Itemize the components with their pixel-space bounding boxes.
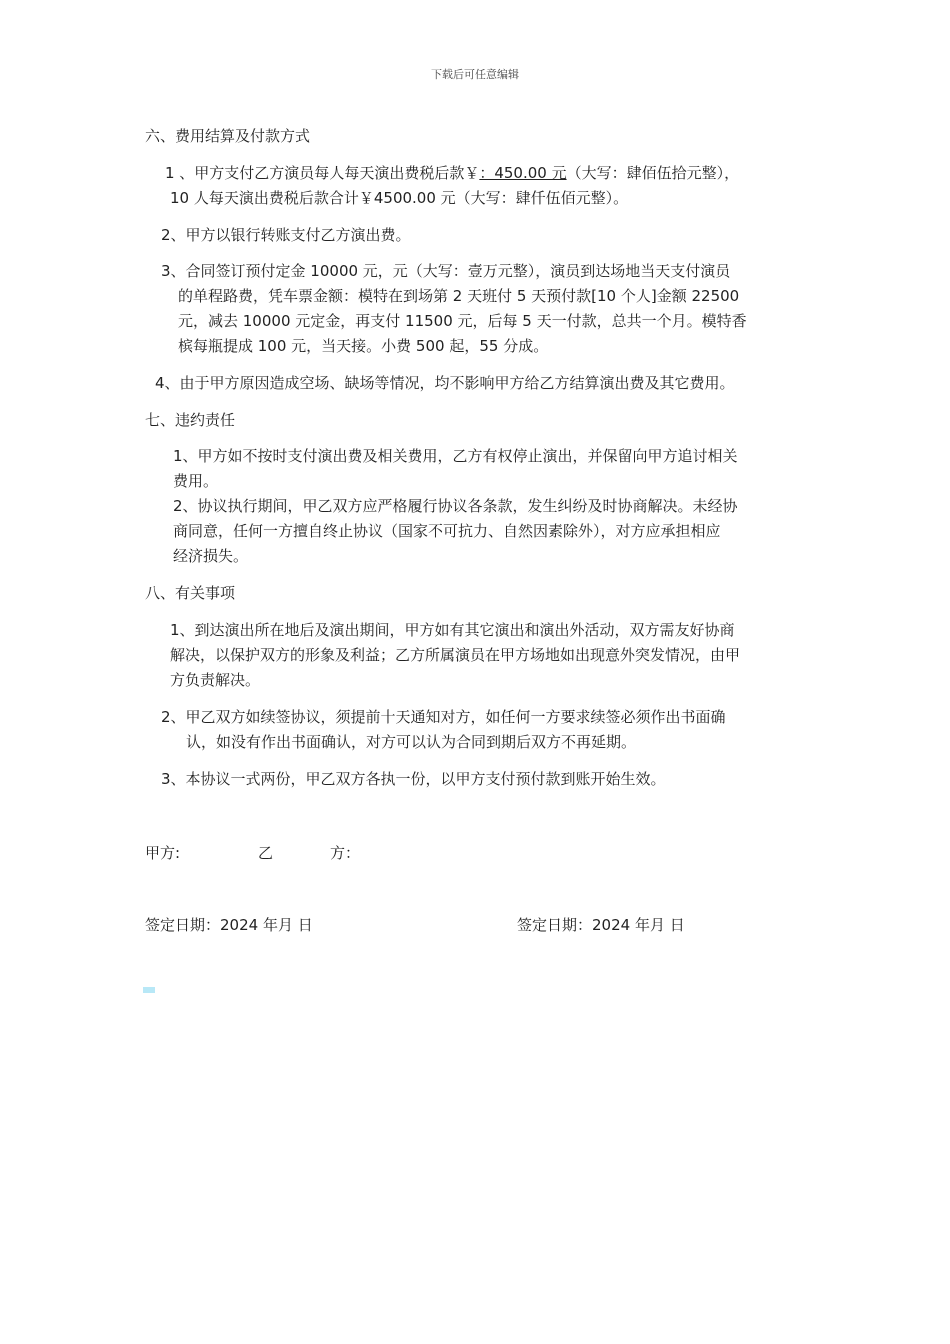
sign-date-b: 签定日期：2024 年月 日 bbox=[517, 916, 685, 934]
section6-item3-line3: 元，减去 10000 元定金，再支付 11500 元，后每 5 天一付款，总共一个月。模特香 bbox=[178, 312, 747, 330]
section7-item2-line2: 商同意，任何一方擅自终止协议（国家不可抗力、自然因素除外），对方应承担相应 bbox=[173, 522, 721, 540]
section6-item1-line1 bbox=[165, 161, 739, 186]
party-a-label: 甲方: bbox=[145, 844, 181, 862]
party-b-label-2: 方： bbox=[330, 844, 361, 862]
item1-suffix: （大写：肆佰伍拾元整）， bbox=[566, 164, 740, 182]
section6-item3-line4: 槟每瓶提成 100 元，当天接。小费 500 起，55 分成。 bbox=[178, 337, 549, 355]
section8-item1-line3: 方负责解决。 bbox=[170, 671, 261, 689]
item1-amount: ：450.00 元 bbox=[479, 164, 567, 182]
highlight-marker bbox=[143, 987, 155, 993]
section8-item2-line2: 认，如没有作出书面确认，对方可以认为合同到期后双方不再延期。 bbox=[186, 733, 637, 751]
item1-prefix: 1 、甲方支付乙方演员每人每天演出费税后款￥ bbox=[165, 164, 480, 182]
section7-item2-line3: 经济损失。 bbox=[173, 547, 249, 565]
section8-item3: 3、本协议一式两份，甲乙双方各执一份，以甲方支付预付款到账开始生效。 bbox=[161, 770, 666, 788]
section8-item1-line2: 解决，以保护双方的形象及利益；乙方所属演员在甲方场地如出现意外突发情况，由甲 bbox=[170, 646, 741, 664]
party-b-label-1: 乙 bbox=[258, 844, 274, 862]
section8-title: 八、有关事项 bbox=[145, 584, 236, 602]
section7-item1-line2: 费用。 bbox=[173, 472, 219, 490]
sign-date-a: 签定日期：2024 年月 日 bbox=[145, 916, 313, 934]
section6-item1-line2: 10 人每天演出费税后款合计￥4500.00 元（大写：肆仟伍佰元整）。 bbox=[170, 189, 629, 207]
section6-item4: 4、由于甲方原因造成空场、缺场等情况，均不影响甲方给乙方结算演出费及其它费用。 bbox=[155, 374, 735, 392]
section7-item1-line1: 1、甲方如不按时支付演出费及相关费用，乙方有权停止演出，并保留向甲方追讨相关 bbox=[173, 447, 738, 465]
section8-item1-line1: 1、到达演出所在地后及演出期间，甲方如有其它演出和演出外活动，双方需友好协商 bbox=[170, 621, 735, 639]
section7-title: 七、违约责任 bbox=[145, 411, 236, 429]
section6-item2: 2、甲方以银行转账支付乙方演出费。 bbox=[161, 226, 411, 244]
section6-item3-line1: 3、合同签订预付定金 10000 元，元（大写：壹万元整），演员到达场地当天支付演员 bbox=[161, 262, 731, 280]
section7-item2-line1: 2、协议执行期间，甲乙双方应严格履行协议各条款，发生纠纷及时协商解决。未经协 bbox=[173, 497, 738, 515]
section8-item2-line1: 2、甲乙双方如续签协议，须提前十天通知对方，如任何一方要求续签必须作出书面确 bbox=[161, 708, 726, 726]
section6-item3-line2: 的单程路费，凭车票金额：模特在到场第 2 天班付 5 天预付款[10 个人]金额 22500 bbox=[178, 287, 740, 305]
section6-title: 六、费用结算及付款方式 bbox=[145, 127, 311, 145]
header-note: 下载后可任意编辑 bbox=[431, 68, 519, 81]
